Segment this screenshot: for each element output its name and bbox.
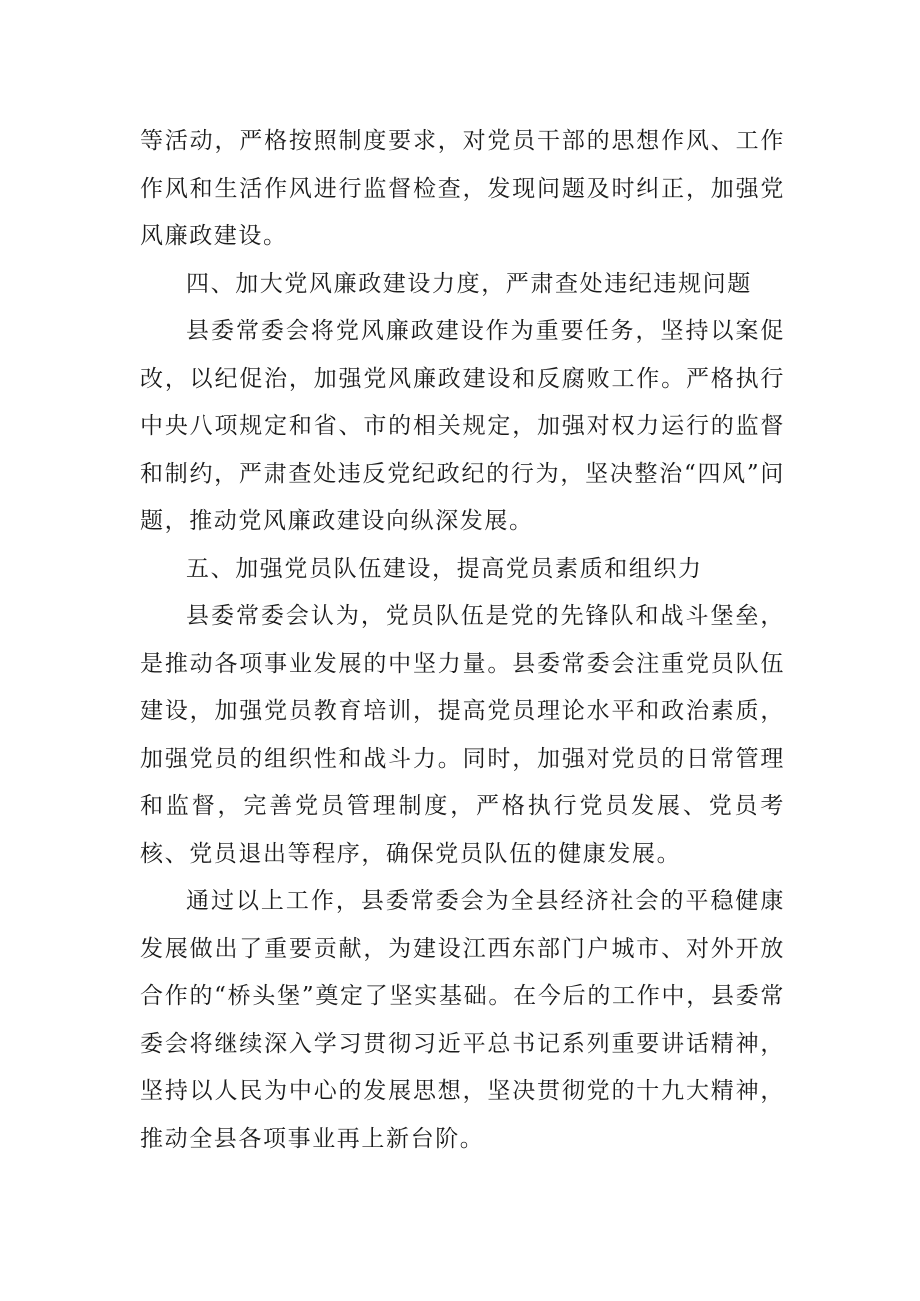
paragraph-party-conduct: 县委常委会将党风廉政建设作为重要任务，坚持以案促改，以纪促治，加强党风廉政建设和反腐败工作。严格执行中央八项规定和省、市的相关规定，加强对权力运行的监督和制约，严肃查处违反党纪政纪的行为，坚决整治“四风”问题，推动党风廉政建设向纵深发展。	[140, 318, 785, 534]
paragraph-party-members: 县委常委会认为，党员队伍是党的先锋队和战斗堡垒，是推动各项事业发展的中坚力量。县委常委会注重党员队伍建设，加强党员教育培训，提高党员理论水平和政治素质，加强党员的组织性和战斗力。同时，加强对党员的日常管理和监督，完善党员管理制度，严格执行党员发展、党员考核、党员退出等程序，确保党员队伍的健康发展。	[140, 603, 785, 867]
paragraph-conclusion: 通过以上工作，县委常委会为全县经济社会的平稳健康发展做出了重要贡献，为建设江西东部门户城市、对外开放合作的“桥头堡”奠定了坚实基础。在今后的工作中，县委常委会将继续深入学习贯彻习近平总书记系列重要讲话精神，坚持以人民为中心的发展思想，坚决贯彻党的十九大精神，推动全县各项事业再上新台阶。	[140, 888, 785, 1152]
document-page	[140, 118, 785, 1163]
section-heading-four: 四、加大党风廉政建设力度，严肃查处违纪违规问题	[186, 270, 752, 297]
paragraph-continuation: 等活动，严格按照制度要求，对党员干部的思想作风、工作作风和生活作风进行监督检查，发现问题及时纠正，加强党风廉政建设。	[140, 128, 785, 249]
section-heading-five: 五、加强党员队伍建设，提高党员素质和组织力	[186, 555, 703, 582]
